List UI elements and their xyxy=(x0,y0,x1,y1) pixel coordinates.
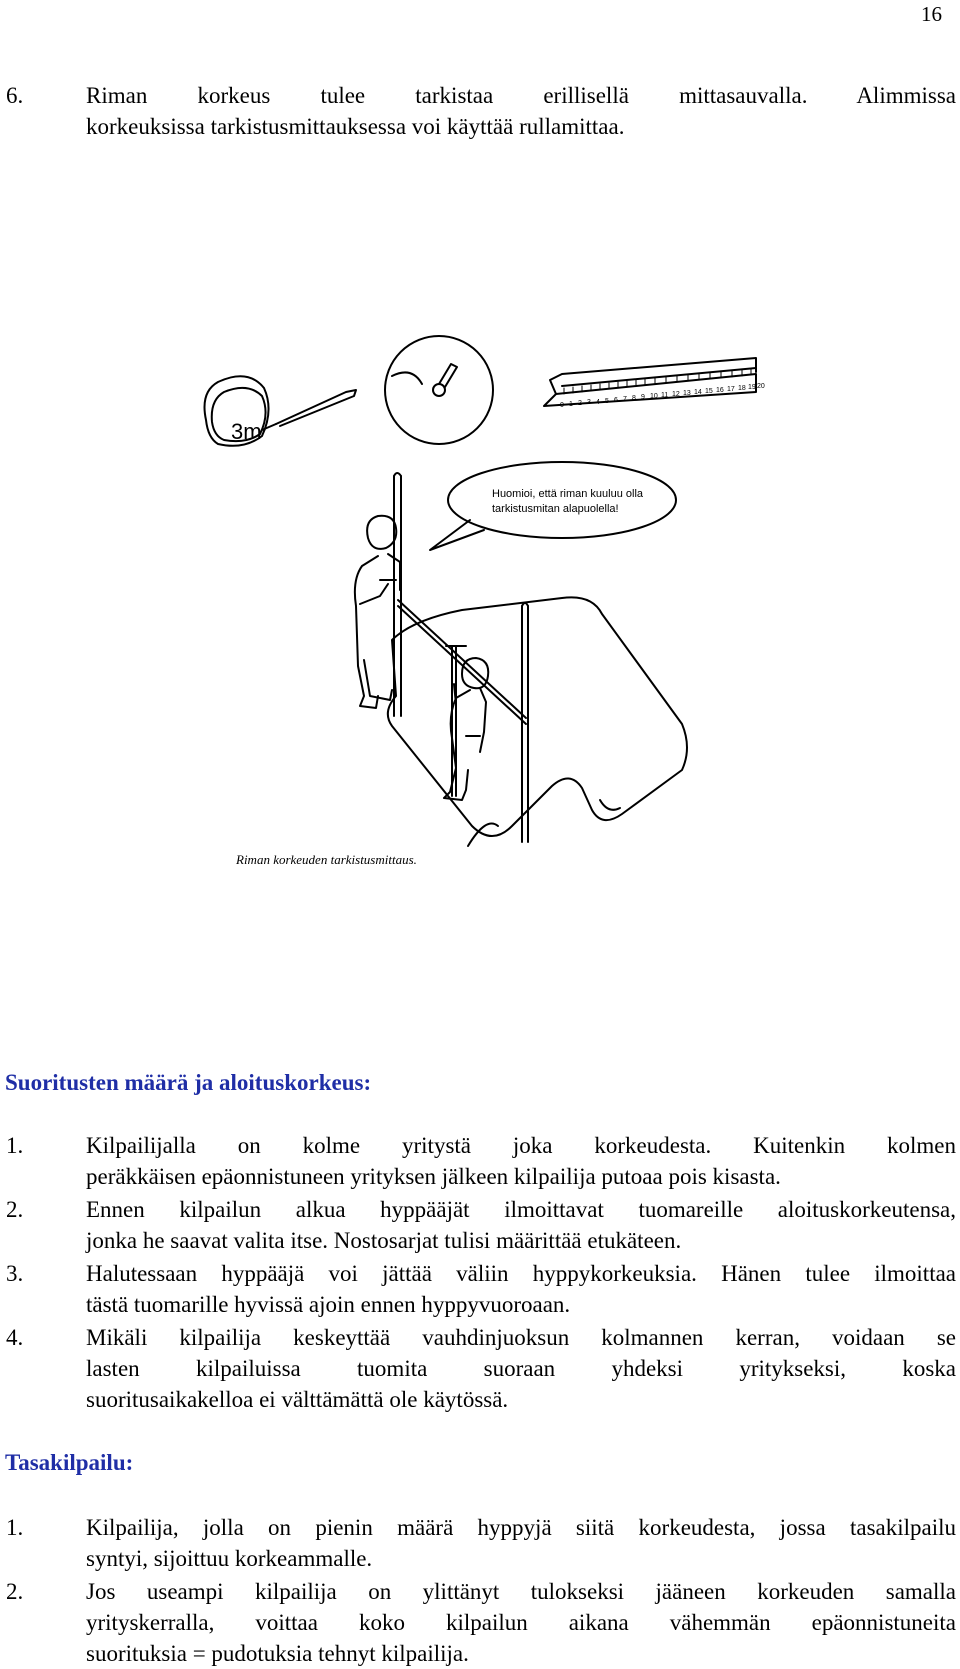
item-number: 2. xyxy=(6,1579,24,1604)
text-line: Mikäli kilpailija keskeyttää vauhdinjuoksun kolmannen kerran, voidaan se xyxy=(86,1325,956,1350)
illustration-caption: Riman korkeuden tarkistusmittaus. xyxy=(236,852,417,867)
page-number: 16 xyxy=(921,2,942,26)
item-number: 4. xyxy=(6,1325,24,1350)
ruler-tick: 4 xyxy=(596,399,600,406)
ruler-tick: 9 xyxy=(641,394,645,401)
ruler-tick: 18 xyxy=(738,385,746,392)
ruler-tick: 2 xyxy=(578,400,582,407)
ruler-tick: 0 xyxy=(560,402,564,409)
section-heading: Tasakilpailu: xyxy=(5,1450,134,1475)
text-line: Riman korkeus tulee tarkistaa erillisellä mittasauvalla. Alimmissa xyxy=(86,83,956,108)
text-line: tästä tuomarille hyvissä ajoin ennen hyppyvuoroaan. xyxy=(86,1292,571,1317)
text-line: lasten kilpailuissa tuomita suoraan yhdeksi yritykseksi, koska xyxy=(86,1356,956,1381)
official-figure xyxy=(444,658,488,800)
ruler-tick: 12 xyxy=(672,391,680,398)
item-number: 3. xyxy=(6,1261,24,1286)
ruler-tick: 8 xyxy=(632,395,636,402)
landing-mat xyxy=(388,597,687,846)
item-text xyxy=(86,1322,956,1415)
text-line: Jos useampi kilpailija on ylittänyt tulokseksi jääneen korkeuden samalla xyxy=(86,1579,956,1604)
ruler-tick: 5 xyxy=(605,398,609,405)
wheel-icon xyxy=(385,336,493,444)
item-number: 1. xyxy=(6,1515,24,1540)
ruler-tick: 3 xyxy=(587,399,591,406)
tape-label: 3m xyxy=(231,419,262,444)
ruler-tick: 11 xyxy=(661,392,669,399)
speech-text: tarkistusmitan alapuolella! xyxy=(492,503,619,515)
ruler-tick: 7 xyxy=(623,396,627,403)
ruler-tick: 15 xyxy=(705,388,713,395)
text-line: suorituksia = pudotuksia tehnyt kilpailija. xyxy=(86,1641,469,1666)
item-text xyxy=(86,1576,956,1669)
item-text xyxy=(86,1130,956,1192)
text-line: korkeuksissa tarkistusmittauksessa voi käyttää rullamittaa. xyxy=(86,114,625,139)
section-heading: Suoritusten määrä ja aloituskorkeus: xyxy=(5,1070,372,1095)
item-text xyxy=(86,1258,956,1320)
item-number: 2. xyxy=(6,1197,24,1222)
ruler-tick: 13 xyxy=(683,390,691,397)
high-jump-standards xyxy=(394,473,528,842)
text-line: yrityskerralla, voittaa koko kilpailun aikana vähemmän epäonnistuneita xyxy=(86,1610,956,1635)
text-line: Kilpailijalla on kolme yritystä joka korkeudesta. Kuitenkin kolmen xyxy=(86,1133,956,1158)
text-line: jonka he saavat valita itse. Nostosarjat tulisi määrittää etukäteen. xyxy=(86,1228,682,1253)
ruler-tick: 19 xyxy=(748,384,756,391)
text-line: peräkkäisen epäonnistuneen yrityksen jälkeen kilpailija putoaa pois kisasta. xyxy=(86,1164,781,1189)
tape-measure-icon xyxy=(205,376,357,446)
ruler-tick: 10 xyxy=(650,393,658,400)
text-line: suoritusaikakelloa ei välttämättä ole käytössä. xyxy=(86,1387,509,1412)
text-line: syntyi, sijoittuu korkeammalle. xyxy=(86,1546,373,1571)
item-text xyxy=(86,1194,956,1256)
ruler-tick: 1 xyxy=(569,401,573,408)
ruler-tick: 16 xyxy=(716,387,724,394)
text-line: Halutessaan hyppääjä voi jättää väliin hyppykorkeuksia. Hänen tulee ilmoittaa xyxy=(86,1261,956,1286)
item-number: 6. xyxy=(6,83,24,108)
ruler-tick: 14 xyxy=(694,389,702,396)
ruler-tick: 17 xyxy=(727,386,735,393)
text-line: Kilpailija, jolla on pienin määrä hyppyjä siitä korkeudesta, jossa tasakilpailu xyxy=(86,1515,956,1540)
speech-text: Huomioi, että riman kuuluu olla xyxy=(492,488,644,500)
ruler-tick: 6 xyxy=(614,397,618,404)
text-line: Ennen kilpailun alkua hyppääjät ilmoittavat tuomareille aloituskorkeutensa, xyxy=(86,1197,956,1222)
ruler-tick: 20 xyxy=(757,383,765,390)
item-number: 1. xyxy=(6,1133,24,1158)
item-text xyxy=(86,1512,956,1574)
